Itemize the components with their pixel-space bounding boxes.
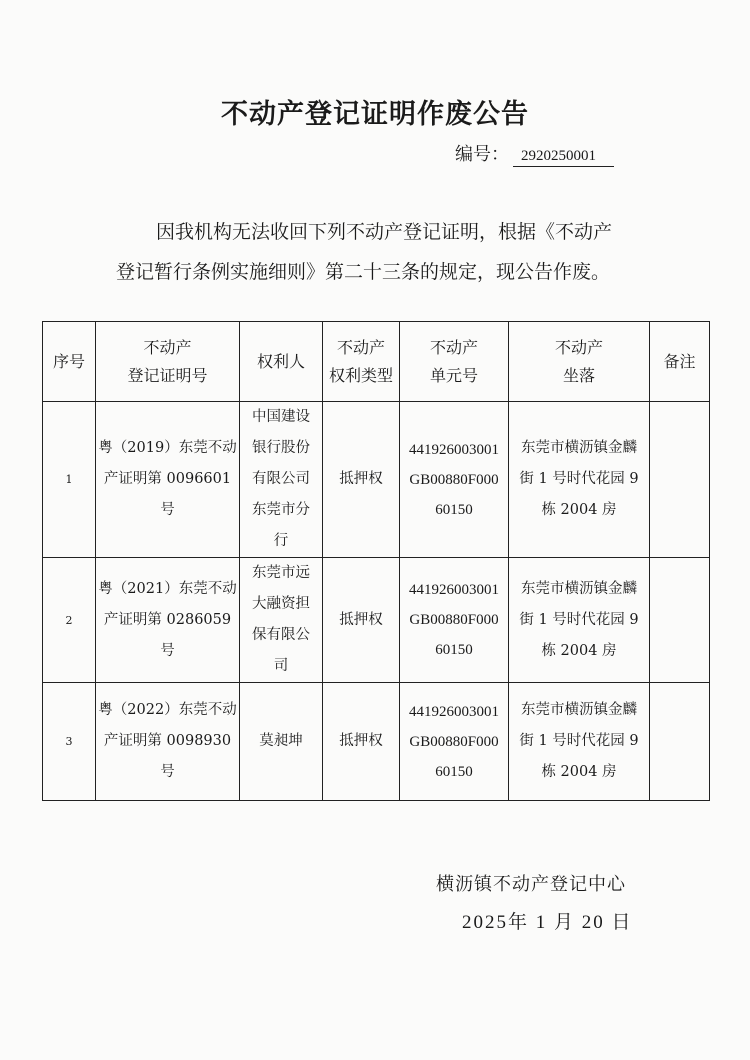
cell-unit-no: 441926003001 GB00880F000 60150 (400, 683, 509, 801)
intro-line-1: 因我机构无法收回下列不动产登记证明，根据《不动产 (156, 221, 613, 243)
header-owner: 权利人 (240, 322, 323, 402)
cell-remark (650, 558, 710, 683)
header-seq: 序号 (43, 322, 96, 402)
header-cert-no: 不动产 登记证明号 (96, 322, 240, 402)
table-row (43, 683, 710, 801)
intro-paragraph (116, 212, 656, 292)
header-location: 不动产 坐落 (509, 322, 650, 402)
cell-location: 东莞市横沥镇金麟 街 1 号时代花园 9 栋 2004 房 (509, 558, 650, 683)
page-title: 不动产登记证明作废公告 (221, 99, 529, 130)
intro-line-2: 登记暂行条例实施细则》第二十三条的规定，现公告作废。 (116, 261, 611, 283)
document-number (455, 140, 614, 167)
header-unit-no: 不动产 单元号 (400, 322, 509, 402)
cell-right-type: 抵押权 (323, 402, 400, 558)
cell-cert-no: 粤（2022）东莞不动 产证明第 0098930 号 (96, 683, 240, 801)
document-number-value: 2920250001 (513, 148, 614, 167)
header-remark: 备注 (650, 322, 710, 402)
cell-right-type: 抵押权 (323, 683, 400, 801)
cell-unit-no: 441926003001 GB00880F000 60150 (400, 558, 509, 683)
document-number-label: 编号： (455, 144, 509, 165)
cell-owner: 东莞市远 大融资担 保有限公 司 (240, 558, 323, 683)
header-right-type: 不动产 权利类型 (323, 322, 400, 402)
cell-seq: 1 (43, 402, 96, 558)
cell-seq: 3 (43, 683, 96, 801)
cell-owner: 中国建设 银行股份 有限公司 东莞市分 行 (240, 402, 323, 558)
void-certificate-table (42, 321, 710, 801)
cell-owner: 莫昶坤 (240, 683, 323, 801)
cell-cert-no: 粤（2019）东莞不动 产证明第 0096601 号 (96, 402, 240, 558)
cell-location: 东莞市横沥镇金麟 街 1 号时代花园 9 栋 2004 房 (509, 402, 650, 558)
issuing-organization: 横沥镇不动产登记中心 (436, 874, 626, 895)
cell-seq: 2 (43, 558, 96, 683)
table-header-row (43, 322, 710, 402)
table-row (43, 402, 710, 558)
issue-date: 2025年 1 月 20 日 (462, 912, 633, 933)
cell-unit-no: 441926003001 GB00880F000 60150 (400, 402, 509, 558)
cell-remark (650, 402, 710, 558)
table-row (43, 558, 710, 683)
cell-location: 东莞市横沥镇金麟 街 1 号时代花园 9 栋 2004 房 (509, 683, 650, 801)
cell-right-type: 抵押权 (323, 558, 400, 683)
cell-remark (650, 683, 710, 801)
cell-cert-no: 粤（2021）东莞不动 产证明第 0286059 号 (96, 558, 240, 683)
